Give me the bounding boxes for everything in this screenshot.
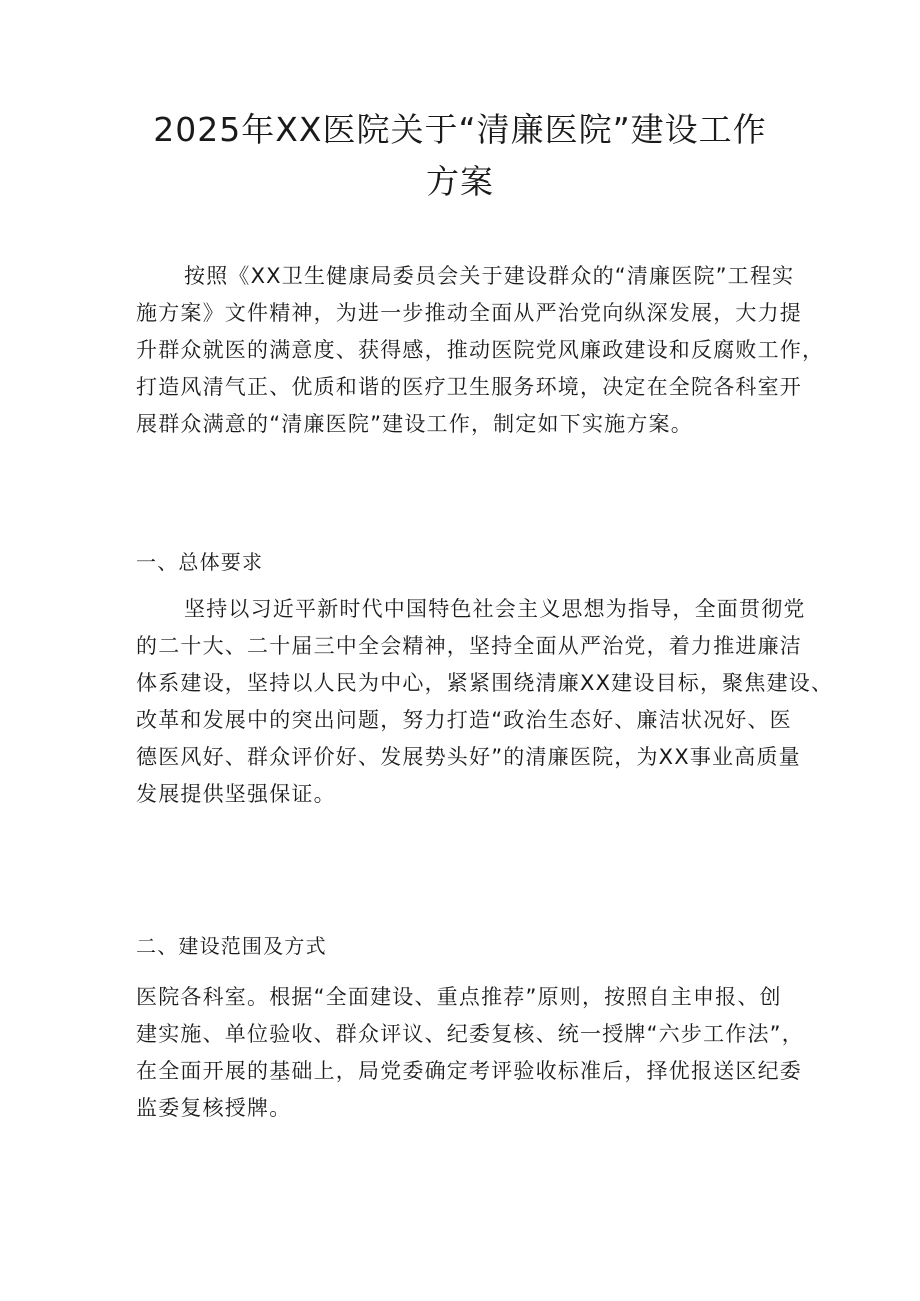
intro-line: 升群众就医的满意度、获得感，推动医院党风廉政建设和反腐败工作， [136, 338, 825, 362]
section2-heading: 二、建设范围及方式 [136, 934, 327, 958]
intro-line: 施方案》文件精神，为进一步推动全面从严治党向纵深发展，大力提 [136, 301, 802, 325]
section1-heading: 一、总体要求 [136, 550, 264, 574]
section1-line: 发展提供坚强保证。 [136, 782, 336, 806]
section1-line: 德医风好、群众评价好、发展势头好”的清廉医院，为XX事业高质量 [136, 745, 801, 769]
intro-line: 展群众满意的“清廉医院”建设工作，制定如下实施方案。 [136, 412, 693, 436]
section1-line: 体系建设，坚持以人民为中心，紧紧围绕清廉XX建设目标，聚焦建设、 [136, 671, 834, 695]
section2-line: 医院各科室。根据“全面建设、重点推荐”原则，按照自主申报、创 [136, 985, 782, 1009]
intro-paragraph [136, 258, 825, 443]
section1-paragraph [136, 591, 834, 813]
intro-line: 打造风清气正、优质和谐的医疗卫生服务环境，决定在全院各科室开 [136, 375, 802, 399]
document-title-line-1: 2025年XX医院关于“清廉医院”建设工作 [153, 110, 767, 149]
section1-line: 改革和发展中的突出问题，努力打造“政治生态好、廉洁状况好、医 [136, 708, 792, 732]
section1-line: 的二十大、二十届三中全会精神，坚持全面从严治党，着力推进廉洁 [136, 634, 802, 658]
section1-line: 坚持以习近平新时代中国特色社会主义思想为指导，全面贯彻党 [184, 597, 806, 621]
document-title-line-2: 方案 [426, 162, 494, 201]
section2-line: 建实施、单位验收、群众评议、纪委复核、统一授牌“六步工作法”， [136, 1022, 804, 1046]
section2-line: 监委复核授牌。 [136, 1096, 292, 1120]
intro-line: 按照《XX卫生健康局委员会关于建设群众的“清廉医院”工程实 [184, 264, 795, 288]
section2-paragraph [136, 979, 804, 1127]
section2-line: 在全面开展的基础上，局党委确定考评验收标准后，择优报送区纪委 [136, 1059, 802, 1083]
